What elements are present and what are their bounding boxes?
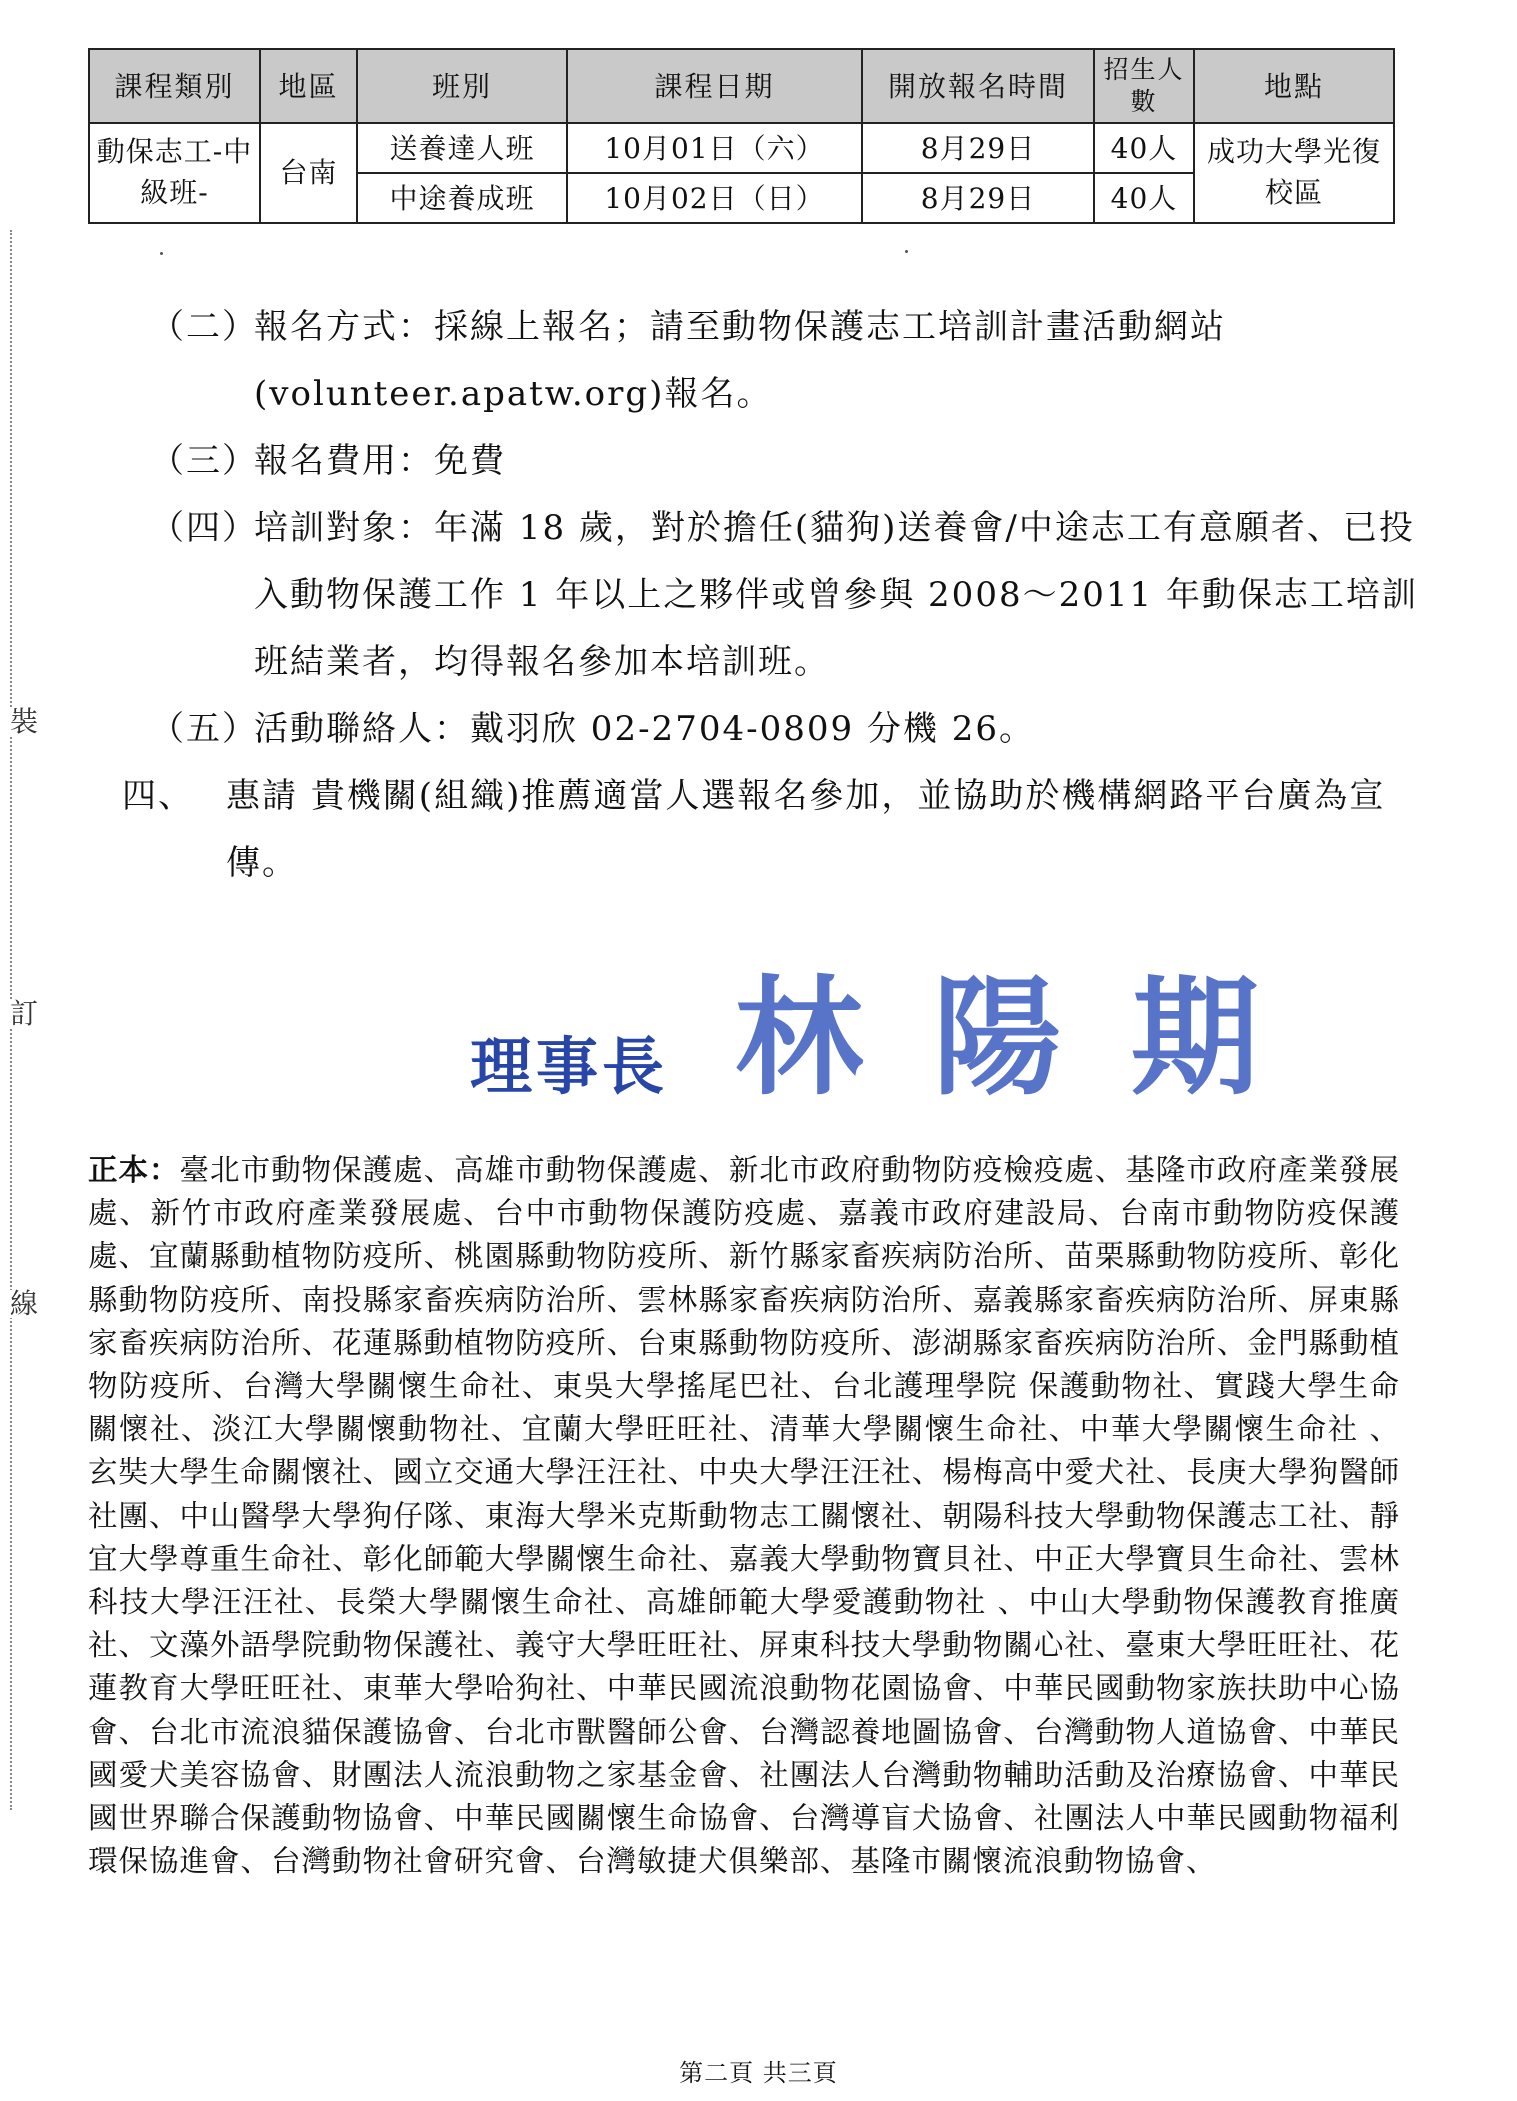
item-text: 培訓對象：年滿 18 歲，對於擔任(貓狗)送養會/中途志工有意願者、已投入動物保護工作 1 年以上之夥伴或曾參與 2008～2011 年動保志工培訓班結業者，均得報名參加本培訓班。	[254, 508, 1418, 682]
item-number: 四、	[122, 776, 194, 816]
notice-items	[122, 294, 1420, 897]
item-number: （三）	[150, 441, 258, 481]
item-number: （二）	[150, 307, 258, 347]
item-fee	[150, 428, 1420, 495]
item-text: 惠請 貴機關(組織)推薦適當人選報名參加，並協助於機構網路平台廣為宣傳。	[226, 776, 1386, 883]
recipients-label: 正本：	[88, 1152, 180, 1187]
course-table	[88, 48, 1395, 224]
cell-date: 10月01日（六）	[567, 123, 862, 173]
header-class: 班別	[357, 49, 567, 123]
item-text: 報名費用：免費	[254, 441, 506, 481]
cell-open: 8月29日	[862, 123, 1094, 173]
cell-region: 台南	[260, 123, 357, 223]
item-target	[150, 495, 1420, 696]
table-row	[89, 123, 1394, 173]
item-number: （四）	[150, 508, 258, 548]
header-open-time: 開放報名時間	[862, 49, 1094, 123]
binding-line	[10, 230, 39, 1810]
header-location: 地點	[1194, 49, 1394, 123]
cell-location: 成功大學光復校區	[1194, 123, 1394, 223]
scan-dot	[905, 250, 908, 253]
scan-dot	[160, 252, 163, 255]
signature-title: 理事長	[470, 1030, 669, 1103]
item-request	[122, 763, 1420, 897]
header-date: 課程日期	[567, 49, 862, 123]
header-count: 招生人數	[1094, 49, 1194, 123]
header-category: 課程類別	[89, 49, 260, 123]
table-header-row	[89, 49, 1394, 123]
page-number: 第二頁 共三頁	[679, 2059, 838, 2087]
cell-class: 中途養成班	[357, 173, 567, 223]
signature-seal: 林陽期	[735, 963, 1330, 1113]
binding-char-ding: 訂	[10, 997, 39, 1030]
header-region: 地區	[260, 49, 357, 123]
cell-count: 40人	[1094, 123, 1194, 173]
binding-char-xian: 線	[10, 1287, 39, 1320]
binding-char-zhuang: 裝	[10, 705, 39, 738]
cell-category: 動保志工-中級班-	[89, 123, 260, 223]
item-number: （五）	[150, 709, 258, 749]
recipients-list: 臺北市動物保護處、高雄市動物保護處、新北市政府動物防疫檢疫處、基隆市政府產業發展處、新竹市政府產業發展處、台中市動物保護防疫處、嘉義市政府建設局、台南市動物防疫保護處、宜蘭縣動植物防疫所、桃園縣動物防疫所、新竹縣家畜疾病防治所、苗栗縣動物防疫所、彰化縣動物防疫所、南投縣家畜疾病防治所、雲林縣家畜疾病防治所、嘉義縣家畜疾病防治所、屏東縣家畜疾病防治所、花蓮縣動植物防疫所、台東縣動物防疫所、澎湖縣家畜疾病防治所、金門縣動植物防疫所、台灣大學關懷生命社、東吳大學搖尾巴社、台北護理學院 保護動物社、實踐大學生命關懷社、淡江大學關懷動物社、宜蘭大學旺旺社、清華大學關懷生命社、中華大學關懷生命社 、玄奘大學生命關懷社、國立交通大學汪汪社、中央大學汪汪社、楊梅高中愛犬社、長庚大學狗醫師社團、中山醫學大學狗仔隊、東海大學米克斯動物志工關懷社、朝陽科技大學動物保護志工社、靜宜大學尊重生命社、彰化師範大學關懷生命社、嘉義大學動物寶貝社、中正大學寶貝生命社、雲林科技大學汪汪社、長榮大學關懷生命社、高雄師範大學愛護動物社 、中山大學動物保護教育推廣社、文藻外語學院動物保護社、義守大學旺旺社、屏東科技大學動物關心社、臺東大學旺旺社、花蓮教育大學旺旺社、東華大學哈狗社、中華民國流浪動物花園協會、中華民國動物家族扶助中心協會、台北市流浪貓保護協會、台北市獸醫師公會、台灣認養地圖協會、台灣動物人道協會、中華民國愛犬美容協會、財團法人流浪動物之家基金會、社團法人台灣動物輔助活動及治療協會、中華民國世界聯合保護動物協會、中華民國關懷生命協會、台灣導盲犬協會、社團法人中華民國動物福利環保協進會、台灣動物社會研究會、台灣敏捷犬俱樂部、基隆市關懷流浪動物協會、	[88, 1153, 1400, 1879]
cell-class: 送養達人班	[357, 123, 567, 173]
item-text: 活動聯絡人：戴羽欣 02-2704-0809 分機 26。	[254, 709, 1035, 749]
item-text: 報名方式：採線上報名；請至動物保護志工培訓計畫活動網站(volunteer.apatw.org)報名。	[254, 307, 1226, 414]
signature-block	[455, 925, 1355, 1113]
cell-count: 40人	[1094, 173, 1194, 223]
cell-date: 10月02日（日）	[567, 173, 862, 223]
item-contact	[150, 696, 1420, 763]
cell-open: 8月29日	[862, 173, 1094, 223]
item-registration	[150, 294, 1420, 428]
recipients	[88, 1148, 1400, 1883]
